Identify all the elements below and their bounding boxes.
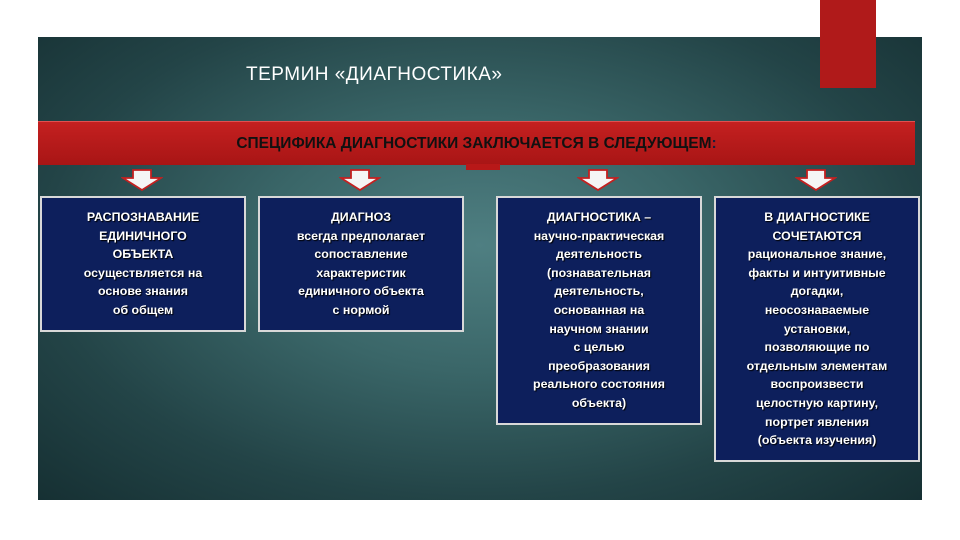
box-line: реального состояния xyxy=(533,377,665,392)
box-line: научном знании xyxy=(549,321,649,336)
box-line: преобразования xyxy=(548,358,650,373)
box-line: научно-практическая xyxy=(533,228,665,243)
box-line: деятельность xyxy=(556,247,642,262)
box-line: (объекта изучения) xyxy=(757,433,877,448)
box-line: об общем xyxy=(112,302,174,317)
box-diagnosis xyxy=(258,196,464,332)
box-line: В ДИАГНОСТИКЕ xyxy=(764,210,870,224)
box-line: неосознаваемые xyxy=(764,302,870,317)
box-line: единичного объекта xyxy=(298,284,424,299)
down-arrow-icon xyxy=(577,169,619,191)
box-line: рациональное знание, xyxy=(747,247,887,262)
box-line: портрет явления xyxy=(765,414,869,429)
box-diagnostics-activity xyxy=(496,196,702,425)
banner-text: СПЕЦИФИКА ДИАГНОСТИКИ ЗАКЛЮЧАЕТСЯ В СЛЕДУЮЩЕМ xyxy=(236,134,712,152)
box-line: воспроизвести xyxy=(770,377,864,392)
down-arrow-icon xyxy=(121,169,163,191)
box-line: ЕДИНИЧНОГО xyxy=(99,228,187,243)
box-line: сопоставление xyxy=(314,247,408,262)
slide-title: ТЕРМИН «ДИАГНОСТИКА» xyxy=(246,64,503,85)
box-combination xyxy=(714,196,920,462)
box-line: характеристик xyxy=(316,265,406,280)
box-line: ДИАГНОЗ xyxy=(330,210,392,224)
box-line: (познавательная xyxy=(547,265,651,280)
box-line: факты и интуитивные xyxy=(748,265,886,280)
banner-notch xyxy=(466,164,500,170)
box-line: основанная на xyxy=(553,302,645,317)
box-line: РАСПОЗНАВАНИЕ xyxy=(86,210,200,224)
red-accent-tab xyxy=(820,0,876,88)
box-line: отдельным элементам xyxy=(746,358,888,373)
banner-colon: : xyxy=(711,134,717,152)
box-line: позволяющие по xyxy=(764,340,870,355)
specifics-banner xyxy=(38,121,915,165)
box-line: с нормой xyxy=(332,302,390,317)
box-line: всегда предполагает xyxy=(296,228,426,243)
box-line: ОБЪЕКТА xyxy=(112,247,174,262)
box-line: установки, xyxy=(783,321,851,336)
down-arrow-icon xyxy=(339,169,381,191)
box-line: с целью xyxy=(573,340,625,355)
box-line: деятельность, xyxy=(554,284,644,299)
box-line: основе знания xyxy=(97,284,188,299)
down-arrow-icon xyxy=(795,169,837,191)
box-line: осуществляется на xyxy=(83,265,203,280)
box-recognition xyxy=(40,196,246,332)
box-line: целостную картину, xyxy=(755,395,879,410)
box-line: ДИАГНОСТИКА – xyxy=(546,210,652,224)
box-line: СОЧЕТАЮТСЯ xyxy=(772,228,862,243)
box-line: объекта) xyxy=(571,395,627,410)
box-line: догадки, xyxy=(790,284,844,299)
